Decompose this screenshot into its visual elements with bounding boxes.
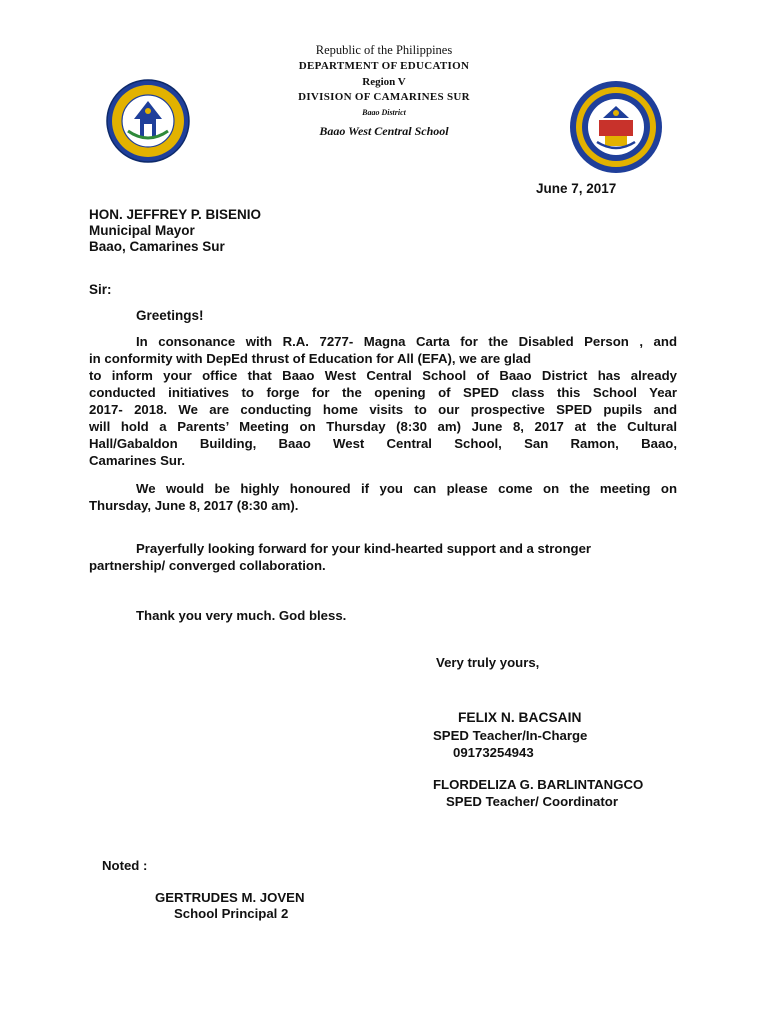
body-paragraph-3 <box>89 540 677 574</box>
paragraph-line: We would be highly honoured if you can please come on the meeting on <box>136 481 677 496</box>
signatory-1-phone: 09173254943 <box>453 745 534 760</box>
division-heading: DIVISION OF CAMARINES SUR <box>298 91 470 103</box>
paragraph-line: conducted initiatives to forge for the opening of SPED class this School Year <box>89 385 677 400</box>
school-heading: Baao West Central School <box>319 124 449 138</box>
paragraph-line: partnership/ converged collaboration. <box>89 558 326 573</box>
body-paragraph-2 <box>89 480 677 514</box>
letter-date: June 7, 2017 <box>536 181 617 196</box>
signatory-2-title: SPED Teacher/ Coordinator <box>446 794 618 809</box>
republic-heading: Republic of the Philippines <box>315 43 453 57</box>
body-paragraph-1 <box>89 333 677 469</box>
recipient-address: Baao, Camarines Sur <box>89 239 225 254</box>
noted-label: Noted : <box>102 858 148 873</box>
signatory-2-name: FLORDELIZA G. BARLINTANGCO <box>433 777 644 792</box>
recipient-name: HON. JEFFREY P. BISENIO <box>89 207 262 222</box>
paragraph-line: Thursday, June 8, 2017 (8:30 am). <box>89 498 299 513</box>
region-heading: Region V <box>362 76 406 88</box>
paragraph-line: Camarines Sur. <box>89 453 186 468</box>
salutation: Sir: <box>89 282 112 297</box>
recipient-title: Municipal Mayor <box>89 223 195 238</box>
paragraph-line: Hall/Gabaldon Building, Baao West Central School, San Ramon, Baao, <box>89 436 677 451</box>
principal-name: GERTRUDES M. JOVEN <box>155 890 305 905</box>
greeting: Greetings! <box>136 308 204 323</box>
complimentary-close: Very truly yours, <box>436 655 540 670</box>
paragraph-line: to inform your office that Baao West Central School of Baao District has already <box>89 368 677 383</box>
principal-title: School Principal 2 <box>174 906 289 921</box>
paragraph-line: in conformity with DepEd thrust of Education for All (EFA), we are glad <box>89 351 532 366</box>
paragraph-line: Prayerfully looking forward for your kind-hearted support and a stronger <box>136 541 592 556</box>
paragraph-line: will hold a Parents’ Meeting on Thursday (8:30 am) June 8, 2017 at the Cultural <box>89 419 677 434</box>
signatory-1-title: SPED Teacher/In-Charge <box>433 728 588 743</box>
paragraph-line: 2017- 2018. We are conducting home visits to our prospective SPED pupils and <box>89 402 677 417</box>
signatory-1-name: FELIX N. BACSAIN <box>458 710 582 725</box>
paragraph-line: In consonance with R.A. 7277- Magna Carta for the Disabled Person , and <box>136 334 677 349</box>
closing-thanks: Thank you very much. God bless. <box>136 608 347 623</box>
department-heading: DEPARTMENT OF EDUCATION <box>298 60 470 72</box>
district-heading: Baao District <box>362 108 406 117</box>
